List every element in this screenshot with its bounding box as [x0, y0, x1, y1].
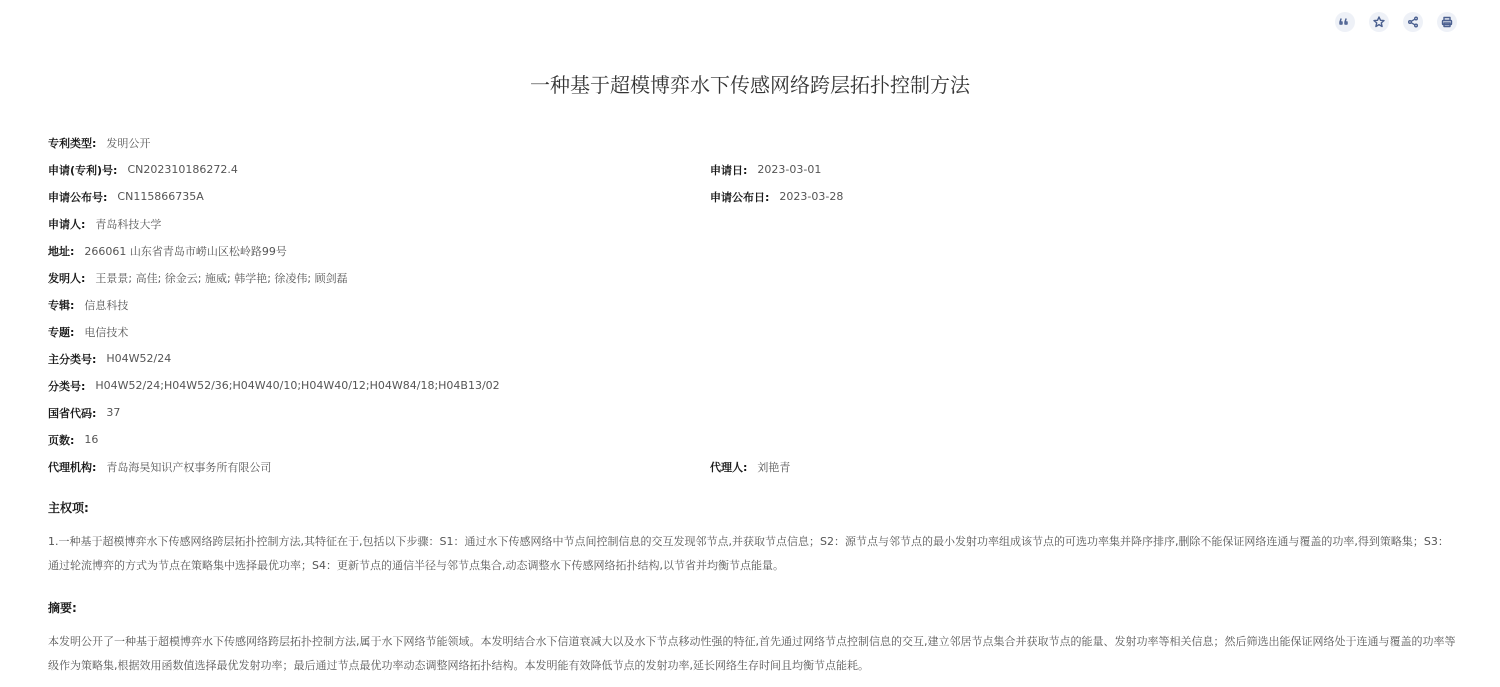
- meta-row-publication: [48, 183, 1458, 210]
- main-class-label: 主分类号:: [48, 352, 97, 366]
- meta-row-applicant: [48, 210, 1458, 237]
- meta-row-subject: [48, 318, 1458, 345]
- meta-row-patent-type: [48, 129, 1458, 156]
- agency-label: 代理机构:: [48, 460, 97, 474]
- province-code-label: 国省代码:: [48, 406, 97, 420]
- meta-row-address: [48, 237, 1458, 264]
- address-label: 地址:: [48, 244, 75, 258]
- subject-label: 专题:: [48, 325, 75, 339]
- inventors-label: 发明人:: [48, 271, 86, 285]
- pages-label: 页数:: [48, 433, 75, 447]
- agency-value: 青岛海昊知识产权事务所有限公司: [106, 460, 272, 474]
- print-button[interactable]: [1437, 12, 1457, 32]
- pages-value: 16: [84, 433, 99, 446]
- toolbar: [1335, 12, 1457, 32]
- page-title: 一种基于超模博弈水下传感网络跨层拓扑控制方法: [530, 73, 970, 97]
- main-class-value: H04W52/24: [106, 352, 172, 365]
- print-icon: [1441, 13, 1453, 32]
- share-button[interactable]: [1403, 12, 1423, 32]
- quote-button[interactable]: [1335, 12, 1355, 32]
- classes-label: 分类号:: [48, 379, 86, 393]
- star-icon: [1373, 13, 1385, 32]
- series-label: 专辑:: [48, 298, 75, 312]
- inventors-value: 王景景; 高佳; 徐金云; 施威; 韩学艳; 徐凌伟; 顾剑磊: [95, 271, 348, 285]
- series-value: 信息科技: [84, 298, 129, 312]
- applicant-value: 青岛科技大学: [95, 217, 162, 231]
- patent-metadata: [48, 129, 1458, 480]
- meta-row-series: [48, 291, 1458, 318]
- share-icon: [1407, 13, 1419, 32]
- quote-icon: [1339, 13, 1351, 32]
- subject-value: 电信技术: [84, 325, 129, 339]
- meta-row-application: [48, 156, 1458, 183]
- province-code-value: 37: [106, 406, 121, 419]
- address-value: 266061 山东省青岛市崂山区松岭路99号: [84, 244, 287, 258]
- application-date-label: 申请日:: [710, 163, 748, 177]
- applicant-label: 申请人:: [48, 217, 86, 231]
- meta-row-agency: [48, 453, 1458, 480]
- claims-heading: 主权项:: [48, 501, 89, 515]
- meta-row-classes: [48, 372, 1458, 399]
- publication-no-value: CN115866735A: [117, 190, 204, 203]
- meta-row-pages: [48, 426, 1458, 453]
- publication-no-label: 申请公布号:: [48, 190, 108, 204]
- classes-value: H04W52/24;H04W52/36;H04W40/10;H04W40/12;H04W84/18;H04B13/02: [95, 379, 500, 392]
- patent-type-label: 专利类型:: [48, 136, 97, 150]
- application-date-value: 2023-03-01: [757, 163, 822, 176]
- application-no-label: 申请(专利)号:: [48, 163, 118, 177]
- claims-text: 1.一种基于超模博弈水下传感网络跨层拓扑控制方法,其特征在于,包括以下步骤：S1：通过水下传感网络中节点间控制信息的交互发现邻节点,并获取节点信息；S2：源节点与邻节点的最小发射功率组成该节点的可选功率集并降序排序,删除不能保证网络连通与覆盖的功率,得到策略集；S3：通过轮流博弈的方式为节点在策略集中选择最优功率；S4：更新节点的通信半径与邻节点集合,动态调整水下传感网络拓扑结构,以节省并均衡节点能量。: [48, 535, 1449, 572]
- patent-type-value: 发明公开: [106, 136, 151, 150]
- abstract-heading: 摘要:: [48, 601, 77, 615]
- abstract-text: 本发明公开了一种基于超模博弈水下传感网络跨层拓扑控制方法,属于水下网络节能领域。本发明结合水下信道衰减大以及水下节点移动性强的特征,首先通过网络节点控制信息的交互,建立邻居节点集合并获取节点的能量、发射功率等相关信息；然后筛选出能保证网络处于连通与覆盖的功率等级作为策略集,根据效用函数值选择最优发射功率；最后通过节点最优功率动态调整网络拓扑结构。本发明能有效降低节点的发射功率,延长网络生存时间且均衡节点能耗。: [48, 635, 1456, 672]
- meta-row-inventors: [48, 264, 1458, 291]
- application-no-value: CN202310186272.4: [127, 163, 238, 176]
- meta-row-main-class: [48, 345, 1458, 372]
- meta-row-province-code: [48, 399, 1458, 426]
- publication-date-label: 申请公布日:: [710, 190, 770, 204]
- agent-label: 代理人:: [710, 460, 748, 474]
- publication-date-value: 2023-03-28: [779, 190, 844, 203]
- agent-value: 刘艳青: [757, 460, 791, 474]
- favorite-button[interactable]: [1369, 12, 1389, 32]
